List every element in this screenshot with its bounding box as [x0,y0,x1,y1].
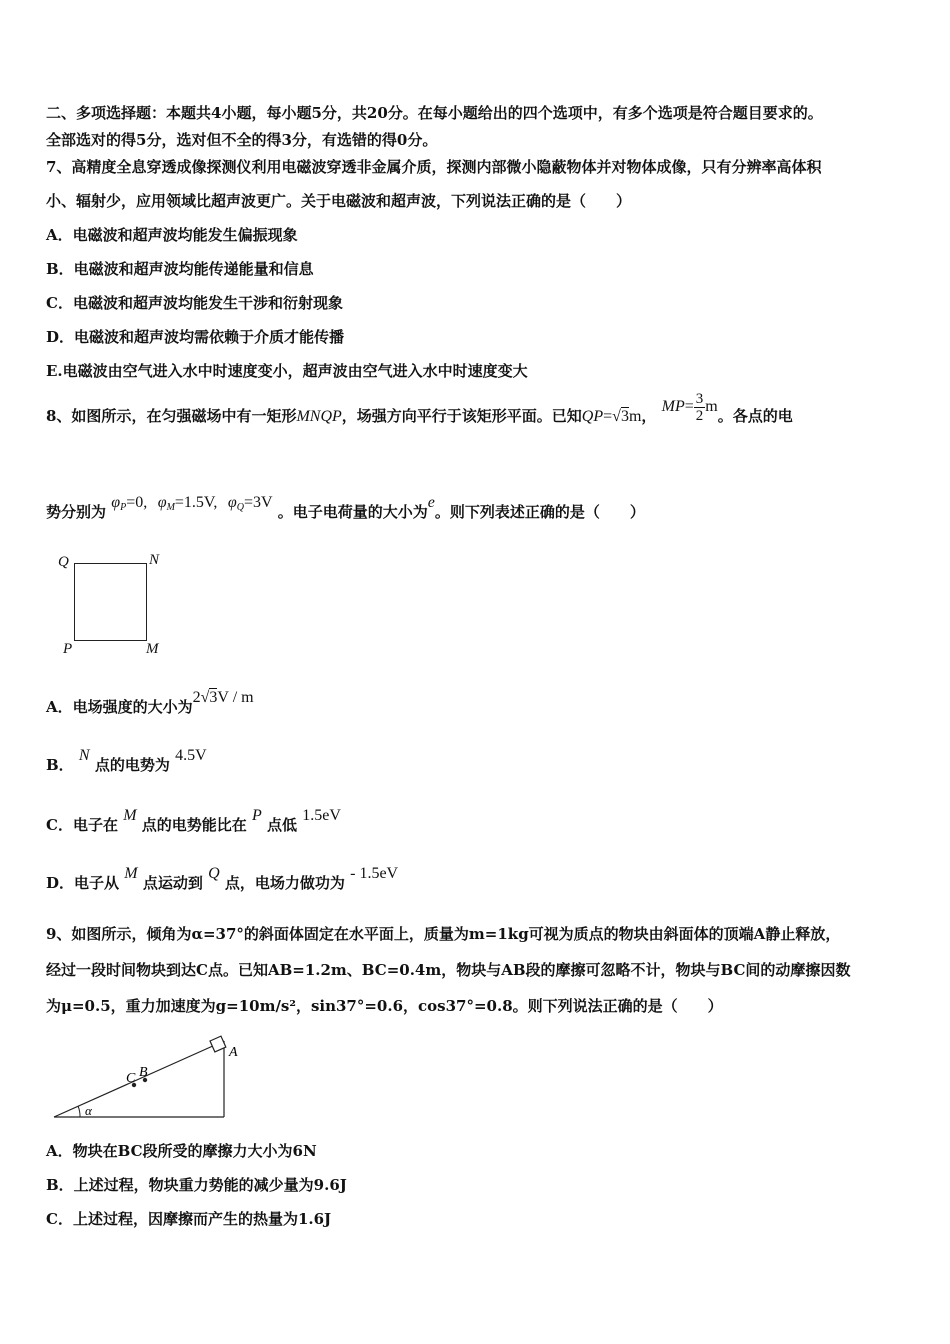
q8-phi-q-symbol: φ [227,494,237,511]
q8-comma: ， [641,407,657,425]
q8-option-d [46,866,398,900]
q8-mid1: ，场强方向平行于该矩形平面。已知 [341,407,582,425]
q8-option-c-var1: M [123,807,137,824]
q7-stem-line1: 7、高精度全息穿透成像探测仪利用电磁波穿透非金属介质，探测内部微小隐蔽物体并对物体成像，只有分辨率高体积 [46,158,822,176]
q7-stem-line2: 小、辐射少，应用领域比超声波更广。关于电磁波和超声波，下列说法正确的是（ ） [46,192,632,210]
q8-option-a-text: A．电场强度的大小为 [46,698,193,716]
q8-prefix: 8、如图所示，在匀强磁场中有一矩形 [46,407,297,425]
q8-qp-unit: m [628,408,642,425]
q8-phi-q-sub: Q [236,502,244,513]
q8-rectangle [74,563,147,641]
q8-option-d-var1: M [124,865,138,882]
q9-stem-line1: 9、如图所示，倾角为α=37°的斜面体固定在水平面上，质量为m=1kg可视为质点的物块由斜面体的顶端A静止释放， [46,925,841,943]
q9-option-a: A．物块在BC段所受的摩擦力大小为6N [46,1142,317,1160]
q8-qp-label: QP [581,408,604,425]
q8-option-d-value: - 1.5eV [350,865,399,882]
q8-fig-label-q: Q [58,554,69,570]
q8-option-c-value: 1.5eV [302,807,341,824]
q8-option-b-label: B． [46,756,74,774]
q8-phi-q-value: =3V [243,494,273,511]
q8-fig-label-m: M [146,641,159,657]
q8-mp-num: 3 [695,390,704,407]
q8-mp-den: 2 [695,407,704,424]
q8-line2-mid: 。电子电荷量的大小为 [277,503,428,521]
q9-fig-label-alpha: α [85,1103,92,1118]
q9-option-b: B．上述过程，物块重力势能的减少量为9.6J [46,1176,347,1194]
q8-fig-label-n: N [149,552,160,568]
q8-fig-label-p: P [63,641,73,657]
q8-mp-unit: m [705,398,718,415]
q8-qp-eq: = [603,408,613,425]
q8-phi-p-value: =0, [126,494,148,511]
q9-fig-label-c: C [126,1071,136,1086]
q8-option-a-sqrt: 3 [209,689,218,706]
q8-option-b-var: N [78,747,90,764]
q8-rect-name: MNQP [296,408,342,425]
q9-stem-line3: 为μ=0.5，重力加速度为g=10m/s²，sin37°=0.6，cos37°=0.8。则下列说法正确的是（ ） [46,997,723,1015]
q8-stem-line2 [46,494,645,530]
q8-option-a: A．电场强度的大小为2√3V / m [46,689,254,716]
q9-figure [50,1035,260,1125]
q7-option-d: D．电磁波和超声波均需依赖于介质才能传播 [46,328,345,346]
q7-option-a: A．电磁波和超声波均能发生偏振现象 [46,226,298,244]
q9-option-c: C．上述过程，因摩擦而产生的热量为1.6J [46,1210,332,1228]
q8-phi-p-sub: P [120,502,127,513]
q8-mp-fraction [694,391,706,424]
q7-option-c: C．电磁波和超声波均能发生干涉和衍射现象 [46,294,343,312]
q8-figure [55,552,175,662]
q8-option-c-label: C．电子在 [46,816,118,834]
q8-phi-m-sub: M [166,502,175,513]
section-header-line1: 二、多项选择题：本题共4小题，每小题5分，共20分。在每小题给出的四个选项中，有多个选项是符合题目要求的。 [46,104,823,122]
q8-stem-line1: 8、如图所示，在匀强磁场中有一矩形MNQP，场强方向平行于该矩形平面。已知QP=√3m， MP= $\frac{3}{2}$ m。各点的电 [46,390,793,425]
q7-option-b: B．电磁波和超声波均能传递能量和信息 [46,260,314,278]
q9-angle-arc [78,1106,80,1117]
q8-option-b-value: 4.5V [175,747,207,764]
q8-option-d-label: D．电子从 [46,874,120,892]
q9-stem-line2: 经过一段时间物块到达C点。已知AB=1.2m、BC=0.4m，物块与AB段的摩擦可忽略不计，物块与BC间的动摩擦因数 [46,961,851,979]
q8-option-c-text2: 点低 [267,816,298,834]
q8-e-symbol: e [427,494,435,511]
q8-option-a-unit: V / m [217,689,254,706]
q9-fig-label-b: B [139,1065,148,1080]
q8-phi-m-symbol: φ [157,494,167,511]
q8-phi-p-symbol: φ [111,494,121,511]
q8-suffix1: 。各点的电 [717,407,793,425]
q8-option-c-var2: P [252,807,262,824]
q8-option-d-text1: 点运动到 [142,874,203,892]
q8-mp-eq: = [684,398,694,415]
q8-option-b-text: 点的电势为 [94,756,170,774]
q7-option-e: E.电磁波由空气进入水中时速度变小，超声波由空气进入水中时速度变大 [46,362,528,380]
q8-line2-prefix: 势分别为 [46,503,107,521]
q8-option-d-var2: Q [208,865,220,882]
q8-qp-sqrt: 3 [620,408,629,425]
q8-option-c [46,808,341,842]
q8-option-b [46,748,207,782]
q8-option-c-text1: 点的电势能比在 [141,816,247,834]
q8-option-d-text2: 点，电场力做功为 [224,874,345,892]
q9-fig-label-a: A [229,1045,238,1060]
section-header-line2: 全部选对的得5分，选对但不全的得3分，有选错的得0分。 [46,131,438,149]
q8-line2-suffix: 。则下列表述正确的是（ ） [434,503,645,521]
q8-option-a-coef: 2 [192,689,201,706]
q8-mp-label: MP [661,398,685,415]
q8-phi-m-value: =1.5V, [174,494,218,511]
